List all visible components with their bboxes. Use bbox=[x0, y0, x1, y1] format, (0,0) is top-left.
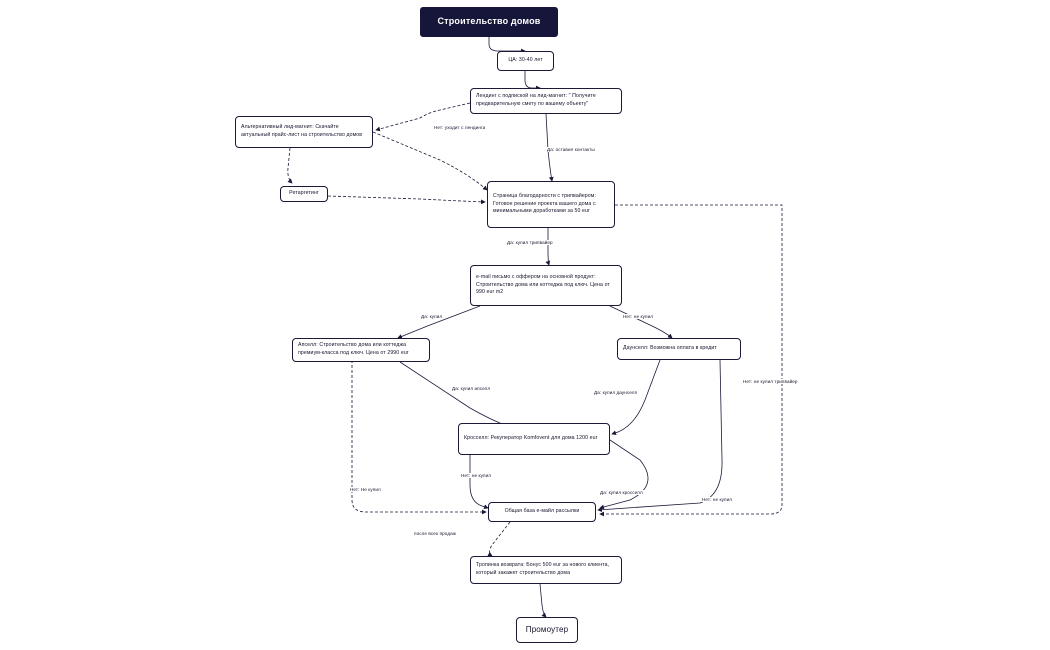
node-loyalty-path: Тропинка возврата: Бонус 500 eur за нового клиента, который закажет строительство дома bbox=[470, 556, 622, 584]
node-promoter: Промоутер bbox=[516, 617, 578, 643]
node-target-audience: ЦА: 30-40 лет bbox=[497, 51, 554, 71]
node-retargeting: Ретаргетинг bbox=[280, 186, 328, 202]
node-thank-you-tripwire: Страница благодарности с трипвайером: Готовое решение проекта вашего дома с минимальными доработками за 50 eur bbox=[487, 181, 615, 228]
edge-label-no-not-bought-mid: Нет: не купил bbox=[461, 473, 492, 478]
node-landing: Лендинг с подпиской на лид-магнит: " Получите предварительную смету по вашему объекту" bbox=[470, 88, 622, 114]
node-crosssell: Кросселл: Рекуператор Komfovent для дома 1200 eur bbox=[458, 423, 610, 455]
node-downsell: Даунселл: Возможна оплата в кредит bbox=[617, 338, 741, 360]
edge-label-no-not-bought-left: Нет: Не купил bbox=[350, 487, 381, 492]
edge-label-after-sales: после всех продаж bbox=[414, 531, 456, 536]
node-email-base: Общая база е-майл рассылки bbox=[488, 502, 596, 522]
edge-label-no-left: Нет: уходит с лендинга bbox=[434, 125, 486, 130]
node-email-offer: e-mail письмо с оффером на основной продукт: Строительство дома или коттеджа под ключ. Цена от 990 eur m2 bbox=[470, 265, 622, 306]
edge-label-no-not-bought: Нет: не купил bbox=[623, 314, 654, 319]
edge-label-yes-tripwire: Да: купил трипвайер bbox=[507, 240, 553, 245]
edge-label-yes-upsell: Да: купил апселл bbox=[452, 386, 491, 391]
edge-label-yes-contacts: Да: оставил контакты bbox=[547, 147, 595, 152]
node-title: Строительство домов bbox=[420, 7, 558, 37]
edge-label-yes-bought: Да: купил bbox=[421, 314, 443, 319]
node-alt-lead-magnet: Альтернативный лид-магнит: Скачайте актуальный прайс-лист на строительство домов bbox=[235, 116, 373, 148]
edge-label-yes-downsell: Да: купил даунселл bbox=[594, 390, 638, 395]
edge-label-no-no-tripwire: Нет: не купил трипвайер bbox=[743, 379, 798, 384]
edge-label-no-not-bought-right: Нет: не купил bbox=[702, 497, 733, 502]
node-upsell: Апселл: Строительство дома или коттеджа премиум-класса под ключ. Цена от 2990 eur bbox=[292, 338, 430, 362]
edge-label-yes-crosssell: Да: купил кросселл bbox=[600, 490, 643, 495]
